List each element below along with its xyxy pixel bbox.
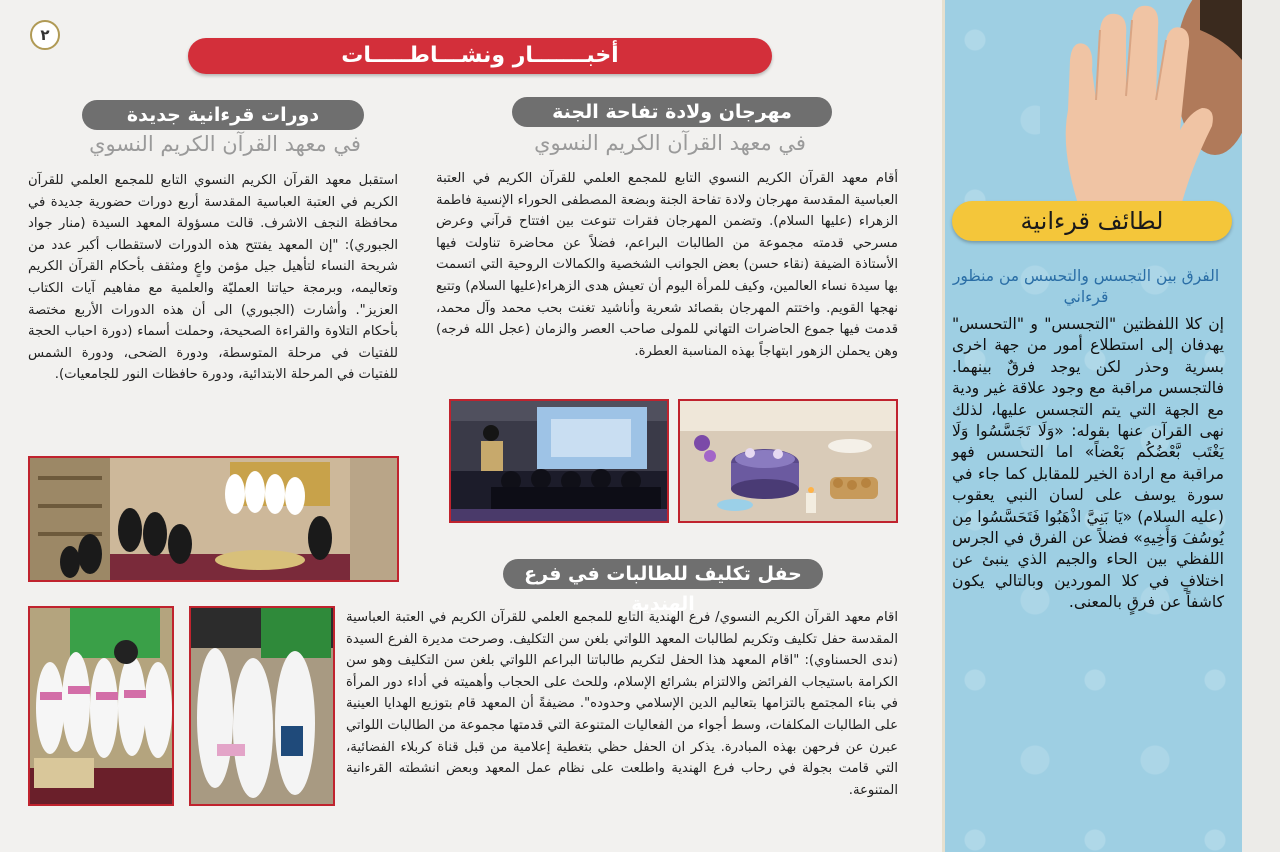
courses-subtitle: في معهد القرآن الكريم النسوي: [89, 132, 361, 156]
festival-subtitle: في معهد القرآن الكريم النسوي: [534, 131, 806, 155]
ceremony-image-left: [30, 608, 172, 804]
courses-title: دورات قرءانية جديدة: [82, 100, 364, 130]
ceremony-title: حفل تكليف للطالبات في فرع الهندية: [503, 559, 823, 589]
festival-body: أقام معهد القرآن الكريم النسوي التابع للمجمع العلمي للقرآن الكريم في العتبة العباسية المقدسة مهرجان ولادة تفاحة الجنة وبضعة المصطفى الحوراء الإنسية فاطمة الزهراء (عليها السلام). وتضمن المهرجان فقرات تنوعت بين افتتاح قرآني وعرض مسرحي قدمته مجموعة من الطالبات البراعم، فضلاً عن محاضرة تناولت فيها الأستاذة الضيفة (نقاء حسن) بعض الجوانب الشخصية والكمالات الروحية التي اتسمت بها سيدة نساء العالمين، وكيف للمرأة اليوم أن تعيش هدى الزهراء(عليها السلام) وتتبع نهجها القويم. واختتم المهرجان بقصائد شعرية وأناشيد تغنت بحب محمد وآل محمد، قدمت فيها جموع الحاضرات التهاني للمولى صاحب العصر والزمان (عجل الله فرجه) وهن يحملن الزهور ابتهاجاً بهذه المناسبة العطرة.: [436, 171, 898, 359]
festival-lecture-photo: [449, 399, 669, 523]
courses-photo: [28, 456, 399, 582]
section-header: أخبـــــــار ونشـــاطـــــات: [188, 38, 772, 74]
courses-body: استقبل معهد القرآن الكريم النسوي التابع للمجمع العلمي للقرآن الكريم في العتبة العباسية المقدسة أربع دورات حضورية جديدة في محافظة النجف الاشرف. قالت مسؤولة المعهد السيدة (منار جواد الجبوري): "إن المعهد يفتتح هذه الدورات لاستقطاب أكبر عدد من شريحة النساء لتأهيل جيل مؤمن واعٍ ومثقف بأحكام القرآن الكريم وتعاليمه، وبرمجة حياتنا العمليّة والعلمية مع مفاهيم آيات الكتاب العزيز". وأشارت (الجبوري) الى أن هذه الدورات الأربع مختصة بأحكام التلاوة والقراءة الصحيحة، وحملت أسماء (دورة احباب الحجة للفتيات في مرحلة المتوسطة، ودورة الضحى، ودورة الشمس للفتيات في المرحلة الابتدائية، ودورة حافظات النور للجامعيات).: [28, 173, 398, 383]
courses-image: [30, 458, 397, 580]
festival-title: مهرجان ولادة تفاحة الجنة: [512, 97, 832, 127]
festival-cake-image: [680, 401, 896, 521]
sidebar-body: إن كلا اللفظتين "التجسس" و "التحسس" يهدفان إلى استطلاع أمور من جهة اخرى بسرية وحذر لكن يوجد فرقٌ بينهما. فالتجسس مراقبة مع وجود علاقة غير ودية مع الجهة التي يتم التجسس عليها، لذلك نهى القرآن عنها بقوله: «وَلَا تَجَسَّسُوا وَلَا يَغْتَب بَّعْضُكُم بَعْضاً» اما التحسس فهو مراقبة مع ارادة الخير للمقابل كما جاء في سورة يوسف على لسان النبي يعقوب (عليه السلام) «يَا بَنِيَّ اذْهَبُوا فَتَحَسَّسُوا مِن يُوسُفَ وَأَخِيهِ» فضلاً عن الفرق في الجرس اللفظي بين الحاء والجيم الذي ينبئ عن اختلافٍ في كلا الموردين وبالتالي يكون كاشفاً عن فرقٍ بالمعنى.: [952, 315, 1224, 612]
sidebar-label: لطائف قرءانية: [952, 201, 1232, 241]
ceremony-photo-right: [189, 606, 335, 806]
ceremony-image-right: [191, 608, 333, 804]
festival-lecture-image: [451, 401, 667, 521]
ear-hand-photo: [1040, 0, 1242, 210]
ear-hand-image: [1040, 0, 1242, 210]
ceremony-body: اقام معهد القرآن الكريم النسوي/ فرع الهندية التابع للمجمع العلمي للقرآن الكريم في العتبة العباسية المقدسة حفل تكليف وتكريم لطالبات المعهد اللواتي بلغن سن التكليف. وصرحت مديرة الفرع السيدة (ندى الحسناوي): "اقام المعهد هذا الحفل لتكريم طالباتنا البراعم اللواتي بلغن سن التكليف وهو سن الكرامة باستيجاب الفرائض والالتزام بشرائع الإسلام، وللحث على الحجاب وأهميته في أداء دور المرأة في بناء المجتمع بالتزامها بتعاليم الدين الإسلامي وحدوده". مضيفةً أن المعهد قام بتوزيع الهدايا العينية على الطالبات المكلفات، وسط أجواء من الفعاليات المتنوعة التي قدمتها مجموعة من الطالبات اللواتي عبرن عن فرحهن بهذه المبادرة. يذكر ان الحفل حظي بتغطية إعلامية من قبل قناة كربلاء الفضائية، التي قامت بجولة في رحاب فرع الهندية واطلعت على نظام عمل المعهد وبعض انشطته القرءانية المتنوعة.: [346, 610, 898, 798]
ceremony-photo-left: [28, 606, 174, 806]
page-edge: [1242, 0, 1280, 852]
festival-cake-photo: [678, 399, 898, 523]
page-number: ٢: [30, 20, 60, 50]
sidebar-title: الفرق بين التجسس والتحسس من منظور قرءاني: [952, 267, 1220, 306]
